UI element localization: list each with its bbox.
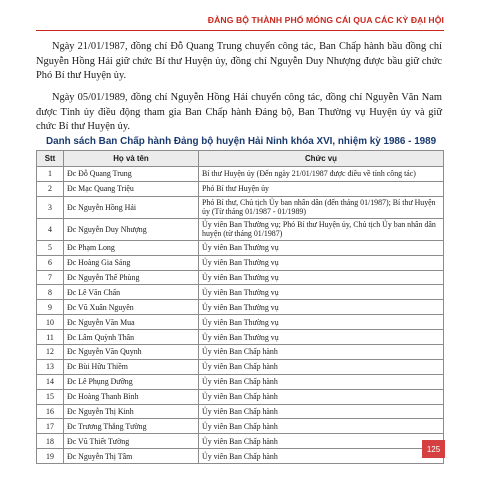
cell-name: Đc Bùi Hữu Thiềm bbox=[64, 359, 199, 374]
cell-name: Đc Nguyễn Duy Nhượng bbox=[64, 218, 199, 240]
cell-name: Đc Lâm Quỳnh Thân bbox=[64, 330, 199, 345]
table-row bbox=[37, 196, 444, 218]
cell-stt: 11 bbox=[37, 330, 64, 345]
table-row bbox=[37, 359, 444, 374]
paragraph-1: Ngày 21/01/1987, đồng chí Đỗ Quang Trung chuyển công tác, Ban Chấp hành bầu đồng chí Nguyễn Hồng Hải giữ chức Bí thư Huyện ủy, đồng chí Nguyễn Duy Nhượng được bầu giữ chức Phó Bí thư Huyện ủy. bbox=[36, 41, 442, 82]
cell-stt: 4 bbox=[37, 218, 64, 240]
cell-name: Đc Lê Văn Chấn bbox=[64, 285, 199, 300]
table-row bbox=[37, 167, 444, 182]
cell-name: Đc Trương Thắng Tường bbox=[64, 419, 199, 434]
cell-name: Đc Nguyễn Hồng Hải bbox=[64, 196, 199, 218]
table-row bbox=[37, 270, 444, 285]
cell-name: Đc Vũ Thiết Tường bbox=[64, 434, 199, 449]
table-row bbox=[37, 181, 444, 196]
cell-position: Ủy viên Ban Thường vụ bbox=[199, 300, 444, 315]
cell-position: Ủy viên Ban Thường vụ; Phó Bí thư Huyện ủy, Chủ tịch Ủy ban nhân dân huyện (từ tháng 01/1987) bbox=[199, 218, 444, 240]
cell-position: Phó Bí thư Huyện ủy bbox=[199, 181, 444, 196]
header-divider bbox=[36, 30, 444, 31]
cell-position: Ủy viên Ban Chấp hành bbox=[199, 389, 444, 404]
cell-stt: 1 bbox=[37, 167, 64, 182]
column-header-name: Họ và tên bbox=[64, 151, 199, 167]
cell-stt: 15 bbox=[37, 389, 64, 404]
table-row bbox=[37, 285, 444, 300]
cell-stt: 2 bbox=[37, 181, 64, 196]
cell-position: Ủy viên Ban Chấp hành bbox=[199, 434, 444, 449]
cell-stt: 14 bbox=[37, 374, 64, 389]
table-title: Danh sách Ban Chấp hành Đảng bộ huyện Hải Ninh khóa XVI, nhiệm kỳ 1986 - 1989 bbox=[46, 136, 437, 147]
cell-name: Đc Vũ Xuân Nguyên bbox=[64, 300, 199, 315]
cell-stt: 16 bbox=[37, 404, 64, 419]
cell-position: Ủy viên Ban Thường vụ bbox=[199, 315, 444, 330]
cell-position: Phó Bí thư, Chủ tịch Ủy ban nhân dân (đến tháng 01/1987); Bí thư Huyện ủy (Từ tháng 01/1987 - 01/1989) bbox=[199, 196, 444, 218]
cell-position: Ủy viên Ban Chấp hành bbox=[199, 404, 444, 419]
cell-stt: 3 bbox=[37, 196, 64, 218]
cell-position: Bí thư Huyện ủy (Đến ngày 21/01/1987 được điều về tỉnh công tác) bbox=[199, 167, 444, 182]
cell-name: Đc Phạm Long bbox=[64, 240, 199, 255]
cell-name: Đc Nguyễn Thị Tâm bbox=[64, 449, 199, 464]
cell-position: Ủy viên Ban Chấp hành bbox=[199, 345, 444, 360]
table-row bbox=[37, 300, 444, 315]
cell-name: Đc Nguyễn Văn Quynh bbox=[64, 345, 199, 360]
cell-stt: 13 bbox=[37, 359, 64, 374]
cell-position: Ủy viên Ban Thường vụ bbox=[199, 285, 444, 300]
cell-position: Ủy viên Ban Chấp hành bbox=[199, 374, 444, 389]
cell-name: Đc Đỗ Quang Trung bbox=[64, 167, 199, 182]
cell-name: Đc Lê Phụng Dưỡng bbox=[64, 374, 199, 389]
cell-stt: 8 bbox=[37, 285, 64, 300]
table-row bbox=[37, 434, 444, 449]
cell-position: Ủy viên Ban Chấp hành bbox=[199, 419, 444, 434]
cell-position: Ủy viên Ban Chấp hành bbox=[199, 359, 444, 374]
committee-table bbox=[36, 150, 444, 464]
table-row bbox=[37, 255, 444, 270]
cell-stt: 18 bbox=[37, 434, 64, 449]
table-row bbox=[37, 374, 444, 389]
cell-position: Ủy viên Ban Chấp hành bbox=[199, 449, 444, 464]
paragraph-2: Ngày 05/01/1989, đồng chí Nguyễn Hồng Hải chuyển công tác, đồng chí Nguyễn Văn Nam được Tỉnh ủy điều động tham gia Ban Chấp hành Đảng bộ, Ban Thường vụ Huyện ủy và giữ chức Bí thư Huyện ủy. bbox=[36, 92, 442, 133]
cell-name: Đc Nguyễn Thị Kinh bbox=[64, 404, 199, 419]
cell-stt: 6 bbox=[37, 255, 64, 270]
cell-stt: 17 bbox=[37, 419, 64, 434]
cell-name: Đc Nguyễn Văn Mua bbox=[64, 315, 199, 330]
column-header-stt: Stt bbox=[37, 151, 64, 167]
table-body bbox=[37, 167, 444, 464]
column-header-position: Chức vụ bbox=[199, 151, 444, 167]
cell-name: Đc Hoàng Gia Sáng bbox=[64, 255, 199, 270]
table-header-row bbox=[37, 151, 444, 167]
cell-position: Ủy viên Ban Thường vụ bbox=[199, 270, 444, 285]
table-row bbox=[37, 404, 444, 419]
cell-position: Ủy viên Ban Thường vụ bbox=[199, 240, 444, 255]
table-row bbox=[37, 345, 444, 360]
cell-name: Đc Nguyễn Thế Phùng bbox=[64, 270, 199, 285]
table-row bbox=[37, 315, 444, 330]
cell-stt: 9 bbox=[37, 300, 64, 315]
table-row bbox=[37, 330, 444, 345]
cell-stt: 12 bbox=[37, 345, 64, 360]
cell-position: Ủy viên Ban Thường vụ bbox=[199, 255, 444, 270]
table-row bbox=[37, 240, 444, 255]
running-header: ĐẢNG BỘ THÀNH PHỐ MÓNG CÁI QUA CÁC KỲ ĐẠI HỘI bbox=[207, 15, 444, 25]
table-row bbox=[37, 389, 444, 404]
cell-stt: 19 bbox=[37, 449, 64, 464]
table-row bbox=[37, 449, 444, 464]
table-row bbox=[37, 419, 444, 434]
cell-position: Ủy viên Ban Thường vụ bbox=[199, 330, 444, 345]
cell-name: Đc Hoàng Thanh Bình bbox=[64, 389, 199, 404]
cell-stt: 5 bbox=[37, 240, 64, 255]
page-number: 125 bbox=[422, 440, 445, 458]
cell-name: Đc Mạc Quang Triệu bbox=[64, 181, 199, 196]
cell-stt: 10 bbox=[37, 315, 64, 330]
cell-stt: 7 bbox=[37, 270, 64, 285]
table-row bbox=[37, 218, 444, 240]
